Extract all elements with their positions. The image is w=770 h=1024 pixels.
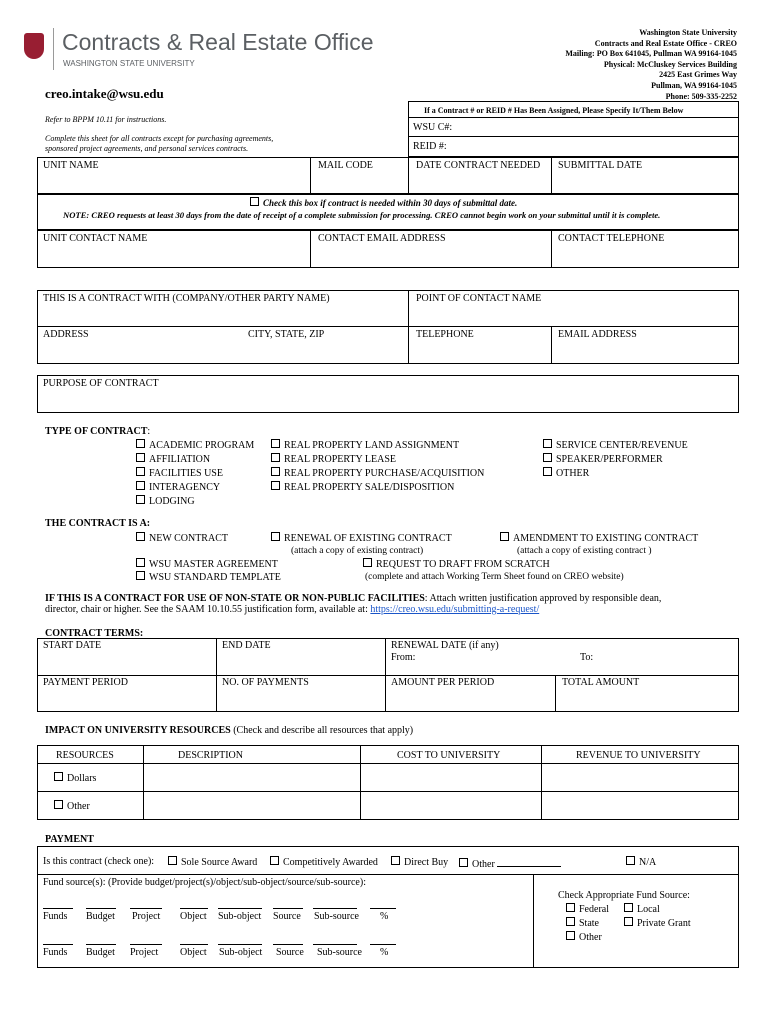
impact-col-revenue: REVENUE TO UNIVERSITY xyxy=(576,750,701,761)
other-blank[interactable] xyxy=(497,856,561,867)
renewal-to-field[interactable]: To: xyxy=(580,652,594,663)
fund-source-label: Fund source(s): (Provide budget/project(s)/object/sub-object/source/sub-source): xyxy=(43,877,366,888)
checkbox-icon[interactable] xyxy=(136,453,145,462)
wsu-logo-icon xyxy=(24,33,44,59)
type-option[interactable]: SERVICE CENTER/REVENUE xyxy=(543,439,688,453)
fund-field[interactable]: Funds xyxy=(43,947,68,958)
checkbox-icon[interactable] xyxy=(136,532,145,541)
checkbox-icon[interactable] xyxy=(270,856,279,865)
total-amount-field[interactable]: TOTAL AMOUNT xyxy=(562,677,640,688)
federal-option[interactable]: Federal xyxy=(566,903,609,916)
checkbox-icon[interactable] xyxy=(543,467,552,476)
unit-name-field[interactable]: UNIT NAME xyxy=(43,160,99,171)
budget-field[interactable]: Budget xyxy=(86,911,115,922)
object-field[interactable]: Object xyxy=(180,911,207,922)
address-line: Physical: McCluskey Services Building xyxy=(603,59,737,69)
type-option[interactable]: OTHER xyxy=(543,467,688,481)
type-option[interactable]: REAL PROPERTY LEASE xyxy=(271,453,484,467)
contact-phone-field[interactable]: CONTACT TELEPHONE xyxy=(558,233,665,244)
impact-col-cost: COST TO UNIVERSITY xyxy=(397,750,501,761)
other-option[interactable]: Other xyxy=(459,856,561,871)
amendment-option[interactable]: AMENDMENT TO EXISTING CONTRACT xyxy=(500,532,698,545)
draft-note: (complete and attach Working Term Sheet found on CREO website) xyxy=(365,572,624,582)
checkbox-icon[interactable] xyxy=(543,453,552,462)
payment-question: Is this contract (check one): xyxy=(43,856,155,867)
terms-heading: CONTRACT TERMS: xyxy=(45,628,144,639)
contact-email-field[interactable]: CONTACT EMAIL ADDRESS xyxy=(318,233,446,244)
urgent-label: Check this box if contract is needed within 30 days of submittal date. xyxy=(263,198,518,208)
type-heading: TYPE OF CONTRACT: xyxy=(45,426,151,437)
address-line: Phone: 509-335-2252 xyxy=(665,91,737,101)
state-option[interactable]: State xyxy=(566,917,599,930)
address-line: Mailing: PO Box 641045, Pullman WA 99164-1045 xyxy=(565,49,737,59)
end-date-field[interactable]: END DATE xyxy=(222,640,271,651)
renewal-note: (attach a copy of existing contract) xyxy=(291,546,424,556)
checkbox-icon[interactable] xyxy=(136,495,145,504)
object-field[interactable]: Object xyxy=(180,947,207,958)
type-option[interactable]: INTERAGENCY xyxy=(136,481,254,495)
source-field[interactable]: Source xyxy=(273,911,301,922)
type-option[interactable]: FACILITIES USE xyxy=(136,467,254,481)
address-line: Washington State University xyxy=(639,28,737,37)
payment-period-field[interactable]: PAYMENT PERIOD xyxy=(43,677,128,688)
checkbox-icon[interactable] xyxy=(391,856,400,865)
percent-field[interactable]: % xyxy=(380,911,389,922)
logo-divider xyxy=(53,28,54,70)
poc-field[interactable]: POINT OF CONTACT NAME xyxy=(416,293,542,304)
renewal-date-label: RENEWAL DATE (if any) xyxy=(391,640,499,651)
check-fund-label: Check Appropriate Fund Source: xyxy=(558,890,690,901)
mail-code-field[interactable]: MAIL CODE xyxy=(318,160,373,171)
nonstate-line2: director, chair or higher. See the SAAM 10.10.55 justification form, available at: https://creo.wsu.edu/submitting-a-request/ xyxy=(45,604,540,615)
checkbox-icon[interactable] xyxy=(566,903,575,912)
sub-object-field[interactable]: Sub-object xyxy=(219,947,263,958)
purpose-field[interactable]: PURPOSE OF CONTRACT xyxy=(43,378,159,389)
address-line: Contracts and Real Estate Office - CREO xyxy=(594,38,737,48)
assigned-heading: If a Contract # or REID # Has Been Assigned, Please Specify It/Them Below xyxy=(424,106,684,115)
impact-col-resources: RESOURCES xyxy=(56,750,114,761)
office-address-block xyxy=(565,28,737,102)
unit-contact-field[interactable]: UNIT CONTACT NAME xyxy=(43,233,148,244)
amount-per-field[interactable]: AMOUNT PER PERIOD xyxy=(391,677,495,688)
checkbox-icon[interactable] xyxy=(136,467,145,476)
num-payments-field[interactable]: NO. OF PAYMENTS xyxy=(222,677,309,688)
budget-field[interactable]: Budget xyxy=(86,947,115,958)
checkbox-icon[interactable] xyxy=(54,772,63,781)
university-name: WASHINGTON STATE UNIVERSITY xyxy=(63,59,195,68)
sole-source-option[interactable]: Sole Source Award xyxy=(168,856,257,869)
checkbox-icon[interactable] xyxy=(136,571,145,580)
submittal-date-field[interactable]: SUBMITTAL DATE xyxy=(558,160,643,171)
source-field[interactable]: Source xyxy=(276,947,304,958)
amendment-note: (attach a copy of existing contract ) xyxy=(517,546,652,556)
fund-other-option[interactable]: Other xyxy=(566,931,602,944)
renewal-from-field[interactable]: From: xyxy=(391,652,416,663)
party-email-field[interactable]: EMAIL ADDRESS xyxy=(558,329,637,340)
sub-source-field[interactable]: Sub-source xyxy=(317,947,362,958)
type-col2 xyxy=(271,439,484,495)
checkbox-icon[interactable] xyxy=(624,903,633,912)
renewal-option[interactable]: RENEWAL OF EXISTING CONTRACT xyxy=(271,532,452,545)
checkbox-icon[interactable] xyxy=(500,532,509,541)
project-field[interactable]: Project xyxy=(132,911,161,922)
checkbox-icon[interactable] xyxy=(624,917,633,926)
checkbox-icon[interactable] xyxy=(136,481,145,490)
private-grant-option[interactable]: Private Grant xyxy=(624,917,691,930)
city-state-zip-field[interactable]: CITY, STATE, ZIP xyxy=(248,329,325,340)
date-needed-field[interactable]: DATE CONTRACT NEEDED xyxy=(416,160,541,171)
type-option[interactable]: ACADEMIC PROGRAM xyxy=(136,439,254,453)
type-option[interactable]: REAL PROPERTY PURCHASE/ACQUISITION xyxy=(271,467,484,481)
party-telephone-field[interactable]: TELEPHONE xyxy=(416,329,474,340)
checkbox-icon[interactable] xyxy=(626,856,635,865)
reid-field[interactable]: REID #: xyxy=(413,141,447,152)
standard-template-option[interactable]: WSU STANDARD TEMPLATE xyxy=(136,571,281,584)
draft-option[interactable]: REQUEST TO DRAFT FROM SCRATCH xyxy=(363,558,550,571)
type-col3 xyxy=(543,439,688,481)
fund-field[interactable]: Funds xyxy=(43,911,68,922)
direct-buy-option[interactable]: Direct Buy xyxy=(391,856,448,869)
master-agreement-option[interactable]: WSU MASTER AGREEMENT xyxy=(136,558,278,571)
checkbox-icon[interactable] xyxy=(543,439,552,448)
type-option[interactable]: REAL PROPERTY LAND ASSIGNMENT xyxy=(271,439,484,453)
checkbox-icon[interactable] xyxy=(136,558,145,567)
sub-source-field[interactable]: Sub-source xyxy=(314,911,359,922)
checkbox-icon[interactable] xyxy=(271,532,280,541)
contract-is-heading: THE CONTRACT IS A: xyxy=(45,518,151,529)
bppm-reference: Refer to BPPM 10.11 for instructions. xyxy=(45,115,167,124)
intake-email[interactable]: creo.intake@wsu.edu xyxy=(45,86,164,101)
new-contract-option[interactable]: NEW CONTRACT xyxy=(136,532,228,545)
impact-row-dollars[interactable]: Dollars xyxy=(54,772,96,785)
instructions-line2: sponsored project agreements, and personal services contracts. xyxy=(45,144,249,153)
impact-row-other[interactable]: Other xyxy=(54,800,90,813)
checkbox-icon[interactable] xyxy=(54,800,63,809)
project-field[interactable]: Project xyxy=(130,947,159,958)
checkbox-icon[interactable] xyxy=(271,481,280,490)
wsu-c-field[interactable]: WSU C#: xyxy=(413,122,453,133)
start-date-field[interactable]: START DATE xyxy=(43,640,102,651)
type-col1 xyxy=(136,439,254,509)
local-option[interactable]: Local xyxy=(624,903,660,916)
address-line: Pullman, WA 99164-1045 xyxy=(651,80,737,90)
na-option[interactable]: N/A xyxy=(626,856,656,869)
payment-heading: PAYMENT xyxy=(45,834,94,845)
checkbox-icon[interactable] xyxy=(271,467,280,476)
checkbox-icon[interactable] xyxy=(566,917,575,926)
urgent-checkbox-row[interactable] xyxy=(250,197,517,209)
type-option[interactable]: LODGING xyxy=(136,495,254,509)
instructions-line1: Complete this sheet for all contracts except for purchasing agreements, xyxy=(45,134,274,143)
type-option[interactable]: SPEAKER/PERFORMER xyxy=(543,453,688,467)
checkbox-icon[interactable] xyxy=(363,558,372,567)
checkbox-icon[interactable] xyxy=(271,439,280,448)
office-title: Contracts & Real Estate Office xyxy=(62,29,374,55)
impact-col-description: DESCRIPTION xyxy=(178,750,244,761)
competitive-option[interactable]: Competitively Awarded xyxy=(270,856,378,869)
checkbox-icon[interactable] xyxy=(271,453,280,462)
checkbox-icon[interactable] xyxy=(136,439,145,448)
checkbox-icon[interactable] xyxy=(168,856,177,865)
processing-note: NOTE: CREO requests at least 30 days from the date of receipt of a complete submission for processing. CREO cannot begin work on your submittal until it is complete. xyxy=(63,210,661,220)
type-option[interactable]: AFFILIATION xyxy=(136,453,254,467)
urgent-checkbox[interactable] xyxy=(250,197,259,206)
impact-heading: IMPACT ON UNIVERSITY RESOURCES (Check and describe all resources that apply) xyxy=(45,725,414,736)
nonstate-line1: IF THIS IS A CONTRACT FOR USE OF NON-STATE OR NON-PUBLIC FACILITIES: Attach written justification approved by responsible dean, xyxy=(45,593,662,604)
checkbox-icon[interactable] xyxy=(566,931,575,940)
company-field[interactable]: THIS IS A CONTRACT WITH (COMPANY/OTHER PARTY NAME) xyxy=(43,293,330,304)
address-field[interactable]: ADDRESS xyxy=(43,329,89,340)
creo-request-link[interactable]: https://creo.wsu.edu/submitting-a-request/ xyxy=(370,604,540,615)
checkbox-icon[interactable] xyxy=(459,858,468,867)
type-option[interactable]: REAL PROPERTY SALE/DISPOSITION xyxy=(271,481,484,495)
percent-field[interactable]: % xyxy=(380,947,389,958)
address-line: 2425 East Grimes Way xyxy=(659,70,737,80)
sub-object-field[interactable]: Sub-object xyxy=(218,911,262,922)
